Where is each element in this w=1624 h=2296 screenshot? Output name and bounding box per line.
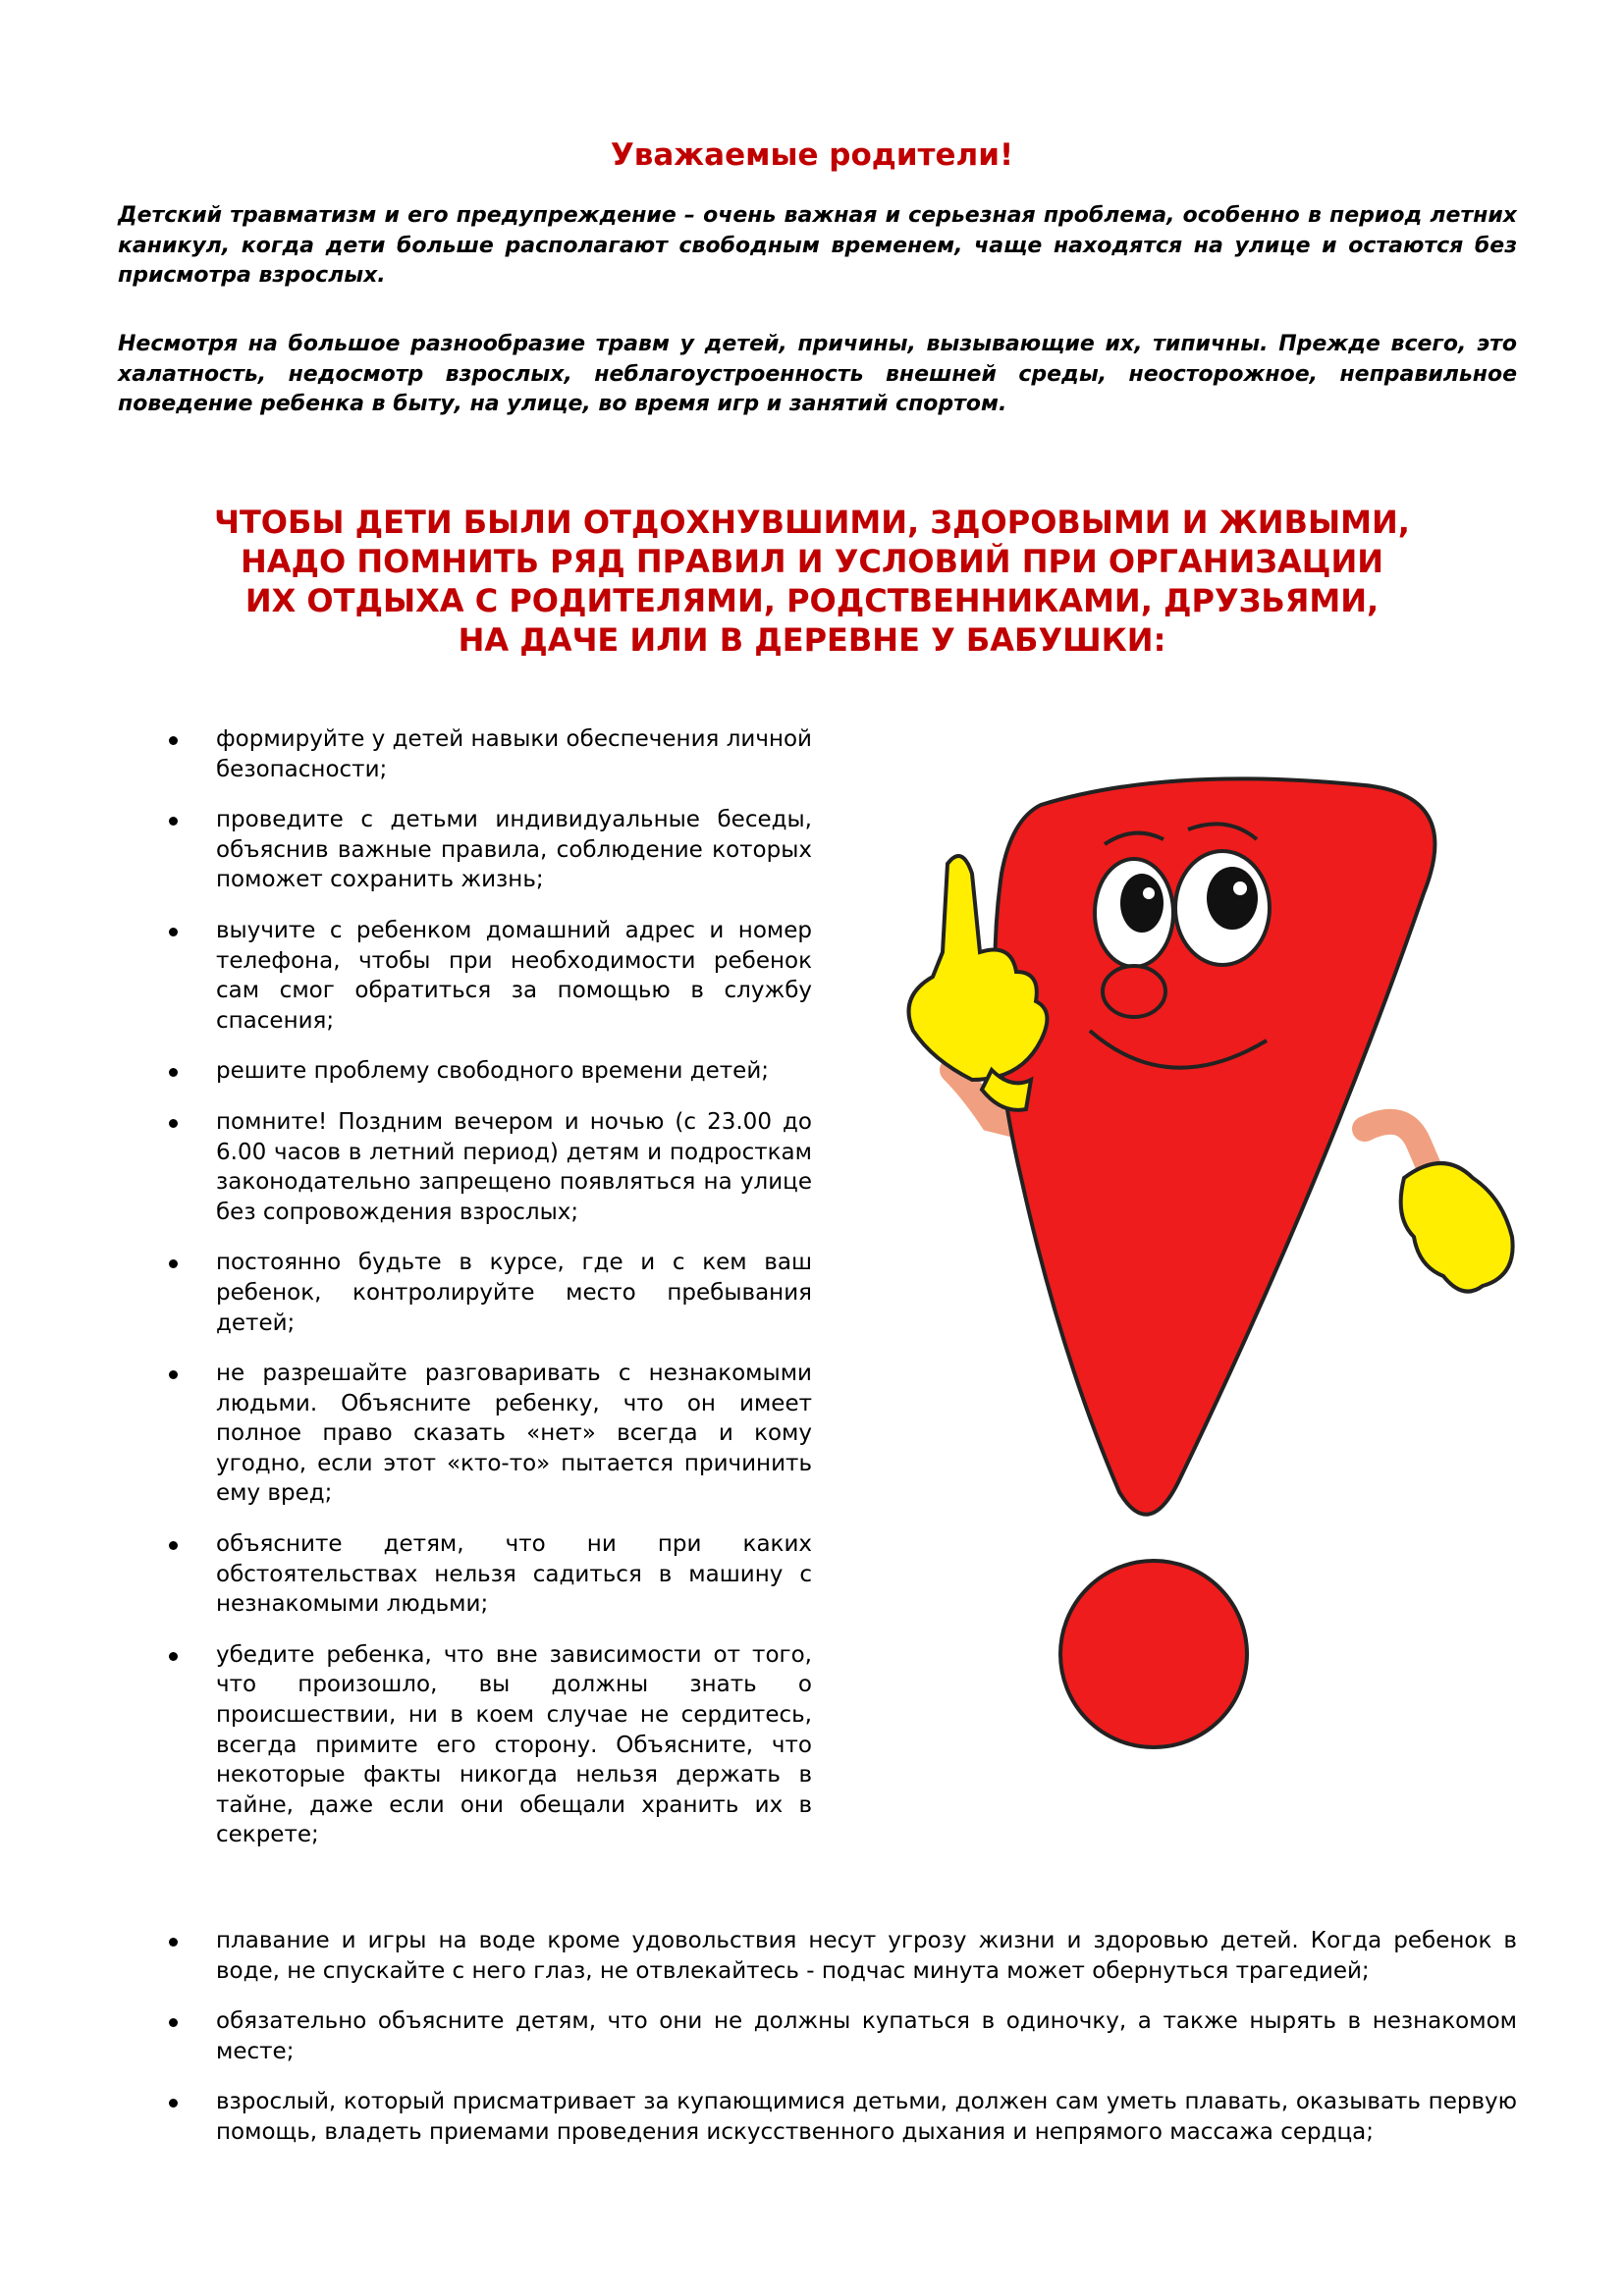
- exclamation-mascot-illustration: [854, 766, 1532, 1767]
- heading-line: НА ДАЧЕ ИЛИ В ДЕРЕВНЕ У БАБУШКИ:: [458, 621, 1166, 659]
- list-item-text: постоянно будьте в курсе, где и с кем ваш ребенок, контролируйте место пребывания детей;: [216, 1250, 812, 1336]
- list-item: [118, 916, 812, 1036]
- bullet-icon: [169, 1259, 178, 1268]
- list-item-text: обязательно объясните детям, что они не должны купаться в одиночку, а также нырять в незнакомом месте;: [216, 2008, 1517, 2064]
- list-item-text: проведите с детьми индивидуальные беседы, объяснив важные правила, соблюдение которых поможет сохранить жизнь;: [216, 807, 812, 893]
- rules-heading: [0, 503, 1624, 660]
- bullet-icon: [169, 1541, 178, 1550]
- bullet-icon: [169, 928, 178, 936]
- bullet-icon: [169, 1652, 178, 1661]
- heading-line: НАДО ПОМНИТЬ РЯД ПРАВИЛ И УСЛОВИЙ ПРИ ОРГАНИЗАЦИИ: [241, 543, 1383, 580]
- bullet-icon: [169, 2018, 178, 2027]
- bullet-icon: [169, 2099, 178, 2108]
- heading-line: ИХ ОТДЫХА С РОДИТЕЛЯМИ, РОДСТВЕННИКАМИ, ДРУЗЬЯМИ,: [244, 582, 1380, 619]
- list-item: [118, 1926, 1517, 1986]
- list-item-text: помните! Поздним вечером и ночью (с 23.00 до 6.00 часов в летний период) детям и подросткам законодательно запрещено появляться на улице без сопровождения взрослых;: [216, 1108, 812, 1225]
- list-item: [118, 1640, 812, 1850]
- list-item: [118, 1107, 812, 1227]
- list-item: [118, 2087, 1517, 2147]
- page-title: Уважаемые родители!: [610, 137, 1014, 173]
- intro-paragraph-1: Детский травматизм и его предупреждение – очень важная и серьезная проблема, особенно в период летних каникул, когда дети больше располагают свободным временем, чаще находятся на улице и остаются без присмотра взрослых.: [118, 203, 1517, 288]
- bullet-icon: [169, 1119, 178, 1128]
- bullet-icon: [169, 1370, 178, 1379]
- list-item: [118, 1056, 812, 1087]
- list-item: [118, 1359, 812, 1509]
- list-item: [118, 1529, 812, 1620]
- list-item-text: не разрешайте разговаривать с незнакомыми людьми. Объясните ребенку, что он имеет полное право сказать «нет» всегда и кому угодно, если этот «кто-то» пытается причинить ему вред;: [216, 1361, 812, 1507]
- bullet-icon: [169, 736, 178, 745]
- rules-list-bottom: [118, 1926, 1517, 2168]
- list-item-text: решите проблему свободного времени детей;: [216, 1058, 770, 1085]
- list-item-text: объясните детям, что ни при каких обстоятельствах нельзя садиться в машину с незнакомыми людьми;: [216, 1531, 812, 1618]
- list-item: [118, 2006, 1517, 2066]
- bullet-icon: [169, 1068, 178, 1077]
- list-item-text: взрослый, который присматривает за купающимися детьми, должен сам уметь плавать, оказывать первую помощь, владеть приемами проведения искусственного дыхания и непрямого массажа сердца;: [216, 2089, 1517, 2145]
- list-item: [118, 1248, 812, 1338]
- bullet-icon: [169, 817, 178, 826]
- heading-line: ЧТОБЫ ДЕТИ БЫЛИ ОТДОХНУВШИМИ, ЗДОРОВЫМИ И ЖИВЫМИ,: [214, 504, 1410, 541]
- list-item-text: формируйте у детей навыки обеспечения личной безопасности;: [216, 726, 812, 782]
- list-item: [118, 805, 812, 895]
- list-item-text: выучите с ребенком домашний адрес и номер телефона, чтобы при необходимости ребенок сам смог обратиться за помощью в службу спасения;: [216, 917, 812, 1034]
- list-item-text: плавание и игры на воде кроме удовольствия несут угрозу жизни и здоровью детей. Когда ребенок в воде, не спускайте с него глаз, не отвлекайтесь - подчас минута может обернуться трагедией;: [216, 1928, 1517, 1984]
- list-item-text: убедите ребенка, что вне зависимости от того, что произошло, вы должны знать о происшествии, ни в коем случае не сердитесь, всегда примите его сторону. Объясните, что некоторые факты никогда нельзя держать в тайне, даже если они обещали хранить их в секрете;: [216, 1641, 812, 1848]
- rules-list-left: [118, 724, 812, 1871]
- intro-paragraph-2: Несмотря на большое разнообразие травм у детей, причины, вызывающие их, типичны. Прежде всего, это халатность, недосмотр взрослых, неблагоустроенность внешней среды, неосторожное, неправильное поведение ребенка в быту, на улице, во время игр и занятий спортом.: [118, 332, 1517, 416]
- list-item: [118, 724, 812, 784]
- bullet-icon: [169, 1938, 178, 1947]
